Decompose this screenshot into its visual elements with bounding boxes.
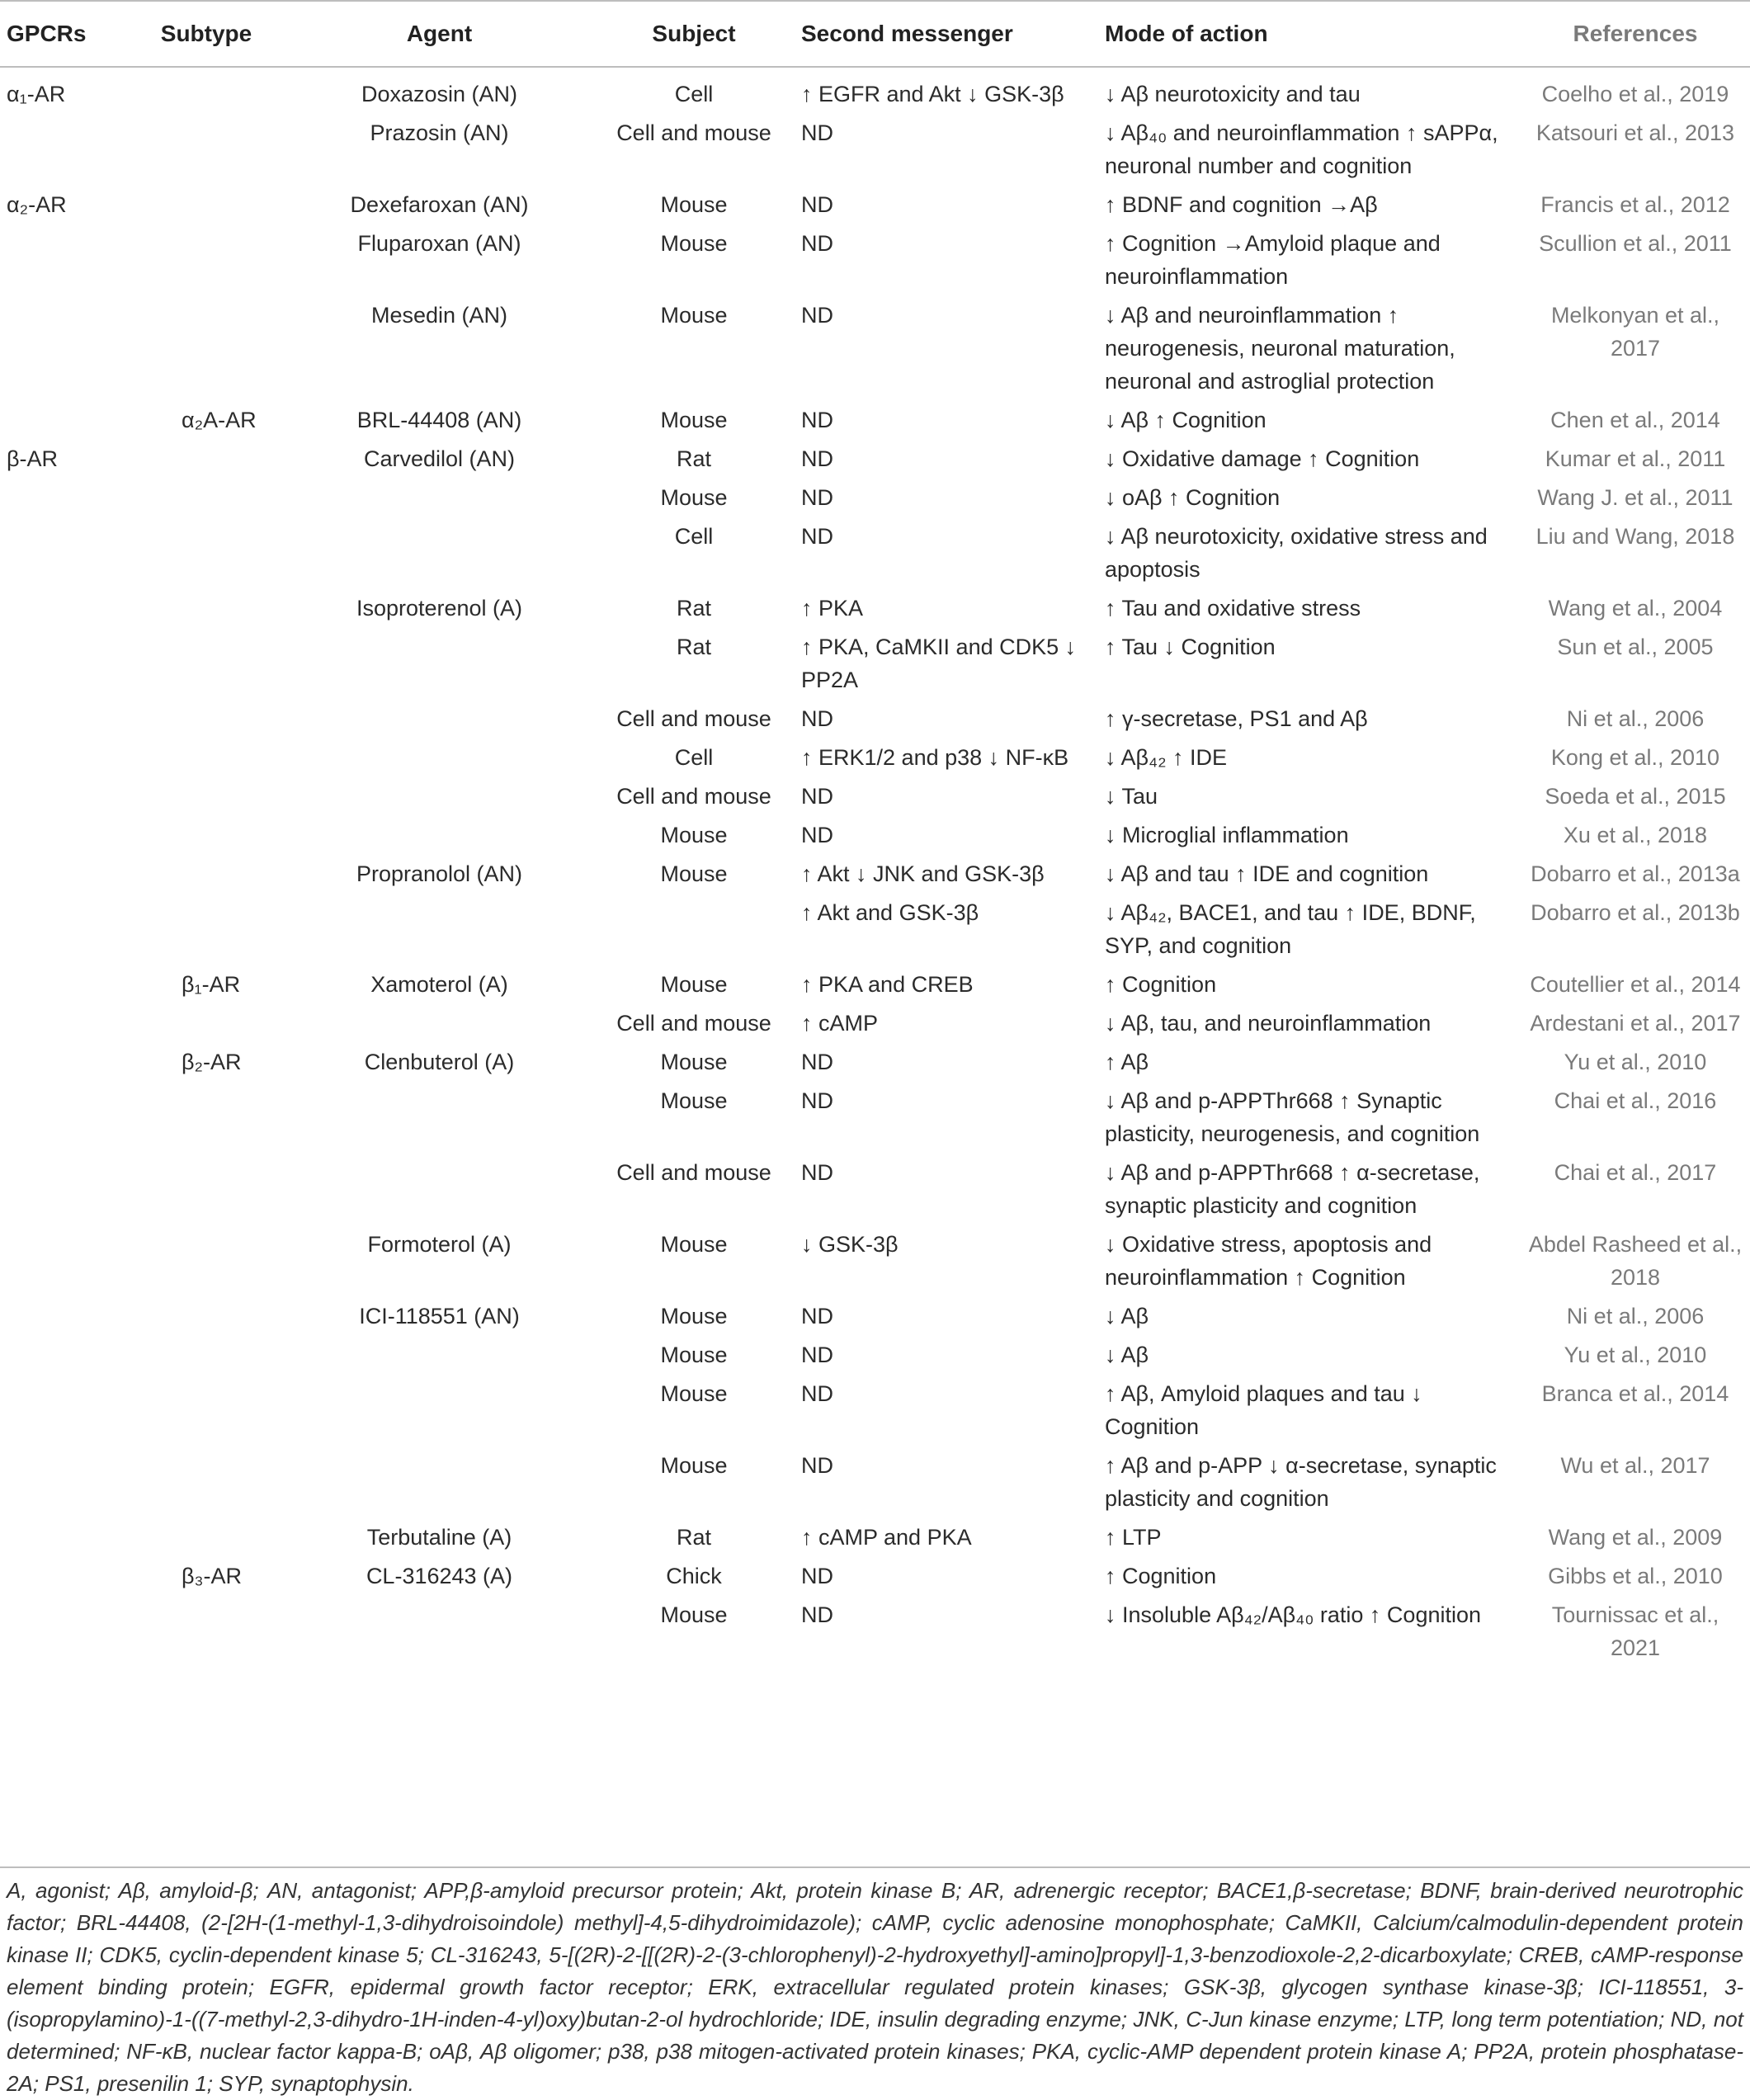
cell-reference: Ni et al., 2006 (1566, 1304, 1705, 1328)
cell-gpcr (0, 587, 130, 625)
cell-second-messenger: ND (801, 120, 833, 145)
cell-second-messenger: ND (801, 1564, 833, 1588)
cell-agent: Terbutaline (A) (366, 1525, 512, 1550)
cell-subject: Cell (674, 524, 714, 549)
cell-agent (282, 515, 597, 587)
cell-subject: Mouse (660, 823, 728, 847)
cell-second-messenger: ND (801, 446, 833, 471)
cell-subtype (130, 1295, 282, 1333)
header-row (0, 1, 1750, 67)
cell-agent (282, 1079, 597, 1151)
cell-subtype (130, 1516, 282, 1555)
cell-subject: Mouse (660, 972, 728, 997)
cell-gpcr (0, 515, 130, 587)
cell-gpcr (0, 476, 130, 515)
cell-gpcr (0, 963, 130, 1002)
cell-reference: Xu et al., 2018 (1563, 823, 1708, 847)
table-row (0, 1041, 1750, 1079)
table-row (0, 515, 1750, 587)
cell-mode-of-action: ↓ Aβ (1105, 1343, 1149, 1367)
cell-mode-of-action: ↓ Microglial inflammation (1105, 823, 1349, 847)
table-row (0, 1002, 1750, 1041)
cell-subject: Cell and mouse (616, 784, 771, 809)
cell-second-messenger: ↑ cAMP (801, 1011, 879, 1036)
cell-subject: Rat (676, 1525, 712, 1550)
header-references: References (1521, 1, 1750, 67)
cell-mode-of-action: ↓ Aβ (1105, 1304, 1149, 1328)
cell-agent (282, 1372, 597, 1444)
cell-reference: Kong et al., 2010 (1550, 745, 1720, 770)
cell-gpcr (0, 1295, 130, 1333)
cell-mode-of-action: ↓ Aβ neurotoxicity and tau (1105, 82, 1361, 106)
table-row (0, 67, 1750, 111)
cell-mode-of-action: ↑ Cognition →Amyloid plaque and neuroinflammation (1105, 231, 1441, 289)
cell-subtype: β₃-AR (182, 1564, 243, 1588)
cell-reference: Yu et al., 2010 (1564, 1343, 1707, 1367)
cell-reference: Wu et al., 2017 (1560, 1453, 1710, 1478)
cell-subtype (130, 294, 282, 399)
cell-reference: Ni et al., 2006 (1566, 706, 1705, 731)
cell-agent: BRL-44408 (AN) (356, 408, 522, 432)
cell-subject: Cell (674, 82, 714, 106)
cell-gpcr (0, 1555, 130, 1593)
cell-second-messenger: ND (801, 1050, 833, 1074)
cell-gpcr (0, 1223, 130, 1295)
cell-agent (282, 1333, 597, 1372)
cell-mode-of-action: ↑ Cognition (1105, 972, 1217, 997)
cell-agent: Carvedilol (AN) (363, 446, 516, 471)
table-row (0, 111, 1750, 183)
cell-mode-of-action: ↓ Aβ and p-APPThr668 ↑ α-secretase, synaptic plasticity and cognition (1105, 1160, 1480, 1218)
cell-mode-of-action: ↑ Cognition (1105, 1564, 1217, 1588)
table-row (0, 697, 1750, 736)
cell-subject: Mouse (660, 1304, 728, 1328)
cell-subtype (130, 1333, 282, 1372)
table-row (0, 625, 1750, 697)
cell-second-messenger: ND (801, 823, 833, 847)
cell-gpcr (0, 1593, 130, 1665)
cell-agent (282, 625, 597, 697)
cell-subtype: β₁-AR (182, 972, 241, 997)
cell-mode-of-action: ↑ Aβ (1105, 1050, 1149, 1074)
cell-mode-of-action: ↓ Aβ₄₀ and neuroinflammation ↑ sAPPα, neuronal number and cognition (1105, 120, 1498, 178)
cell-subject: Mouse (660, 408, 728, 432)
table-row (0, 1333, 1750, 1372)
table-row (0, 183, 1750, 222)
cell-gpcr (0, 222, 130, 294)
cell-subject: Mouse (660, 1050, 728, 1074)
cell-subject: Rat (676, 635, 712, 659)
cell-second-messenger: ND (801, 1602, 833, 1627)
cell-gpcr (0, 736, 130, 775)
cell-subtype (130, 515, 282, 587)
cell-agent: Mesedin (AN) (370, 303, 508, 328)
cell-gpcr (0, 814, 130, 852)
cell-reference: Wang J. et al., 2011 (1537, 485, 1733, 510)
cell-subtype (130, 67, 282, 111)
cell-subject: Mouse (660, 1232, 728, 1257)
header-second-messenger: Second messenger (791, 1, 1097, 67)
cell-subject: Mouse (660, 231, 728, 256)
cell-subtype (130, 1444, 282, 1516)
cell-mode-of-action: ↓ oAβ ↑ Cognition (1105, 485, 1281, 510)
cell-subtype (130, 852, 282, 891)
header-subtype: Subtype (130, 1, 282, 67)
cell-mode-of-action: ↓ Aβ neurotoxicity, oxidative stress and apoptosis (1105, 524, 1488, 582)
cell-agent: Prazosin (AN) (370, 120, 509, 145)
cell-agent (282, 1593, 597, 1665)
cell-subtype (130, 775, 282, 814)
cell-subtype (130, 111, 282, 183)
cell-mode-of-action: ↓ Tau (1105, 784, 1158, 809)
cell-subtype (130, 1593, 282, 1665)
table-row (0, 1223, 1750, 1295)
cell-agent: Isoproterenol (A) (356, 596, 523, 621)
cell-agent: Dexefaroxan (AN) (350, 192, 529, 217)
table-row (0, 1372, 1750, 1444)
header-agent: Agent (282, 1, 597, 67)
cell-gpcr: α₁-AR (7, 82, 66, 106)
header-gpcrs: GPCRs (0, 1, 130, 67)
table-row (0, 222, 1750, 294)
cell-subtype (130, 587, 282, 625)
cell-reference: Abdel Rasheed et al., 2018 (1528, 1232, 1743, 1290)
cell-reference: Dobarro et al., 2013b (1531, 900, 1740, 925)
cell-subtype (130, 476, 282, 515)
cell-subtype (130, 625, 282, 697)
cell-second-messenger: ↑ ERK1/2 and p38 ↓ NF-κB (801, 745, 1069, 770)
table-row (0, 814, 1750, 852)
header-subject: Subject (597, 1, 791, 67)
cell-reference: Ardestani et al., 2017 (1530, 1011, 1741, 1036)
footnote-divider (0, 1866, 1750, 1868)
cell-reference: Chen et al., 2014 (1550, 408, 1720, 432)
cell-agent (282, 775, 597, 814)
cell-mode-of-action: ↓ Insoluble Aβ₄₂/Aβ₄₀ ratio ↑ Cognition (1105, 1602, 1482, 1627)
cell-agent (282, 891, 597, 963)
cell-subtype (130, 222, 282, 294)
table-row (0, 1295, 1750, 1333)
cell-agent (282, 736, 597, 775)
cell-reference: Branca et al., 2014 (1541, 1381, 1729, 1406)
cell-second-messenger: ND (801, 1160, 833, 1185)
cell-gpcr (0, 294, 130, 399)
cell-reference: Coelho et al., 2019 (1541, 82, 1729, 106)
cell-gpcr (0, 697, 130, 736)
cell-second-messenger: ↑ cAMP and PKA (801, 1525, 972, 1550)
cell-mode-of-action: ↓ Aβ₄₂, BACE1, and tau ↑ IDE, BDNF, SYP, and cognition (1105, 900, 1476, 958)
cell-agent (282, 1444, 597, 1516)
cell-reference: Yu et al., 2010 (1564, 1050, 1707, 1074)
cell-gpcr (0, 1372, 130, 1444)
table-row (0, 1444, 1750, 1516)
cell-second-messenger: ↑ PKA and CREB (801, 972, 974, 997)
cell-subject: Cell and mouse (616, 120, 771, 145)
cell-reference: Chai et al., 2016 (1554, 1088, 1717, 1113)
cell-subtype (130, 437, 282, 476)
cell-second-messenger: ND (801, 1304, 833, 1328)
table-row (0, 437, 1750, 476)
cell-mode-of-action: ↓ Aβ and tau ↑ IDE and cognition (1105, 861, 1429, 886)
cell-subject: Rat (676, 596, 712, 621)
cell-second-messenger: ND (801, 1381, 833, 1406)
cell-agent: Propranolol (AN) (356, 861, 523, 886)
cell-second-messenger: ↑ PKA, CaMKII and CDK5 ↓ PP2A (801, 635, 1077, 692)
cell-gpcr (0, 1333, 130, 1372)
cell-subtype (130, 814, 282, 852)
cell-second-messenger: ND (801, 784, 833, 809)
cell-reference: Coutellier et al., 2014 (1530, 972, 1741, 997)
cell-subtype (130, 736, 282, 775)
table-row (0, 1593, 1750, 1665)
cell-reference: Liu and Wang, 2018 (1535, 524, 1735, 549)
cell-agent: Xamoterol (A) (370, 972, 508, 997)
cell-mode-of-action: ↓ Aβ and p-APPThr668 ↑ Synaptic plasticity, neurogenesis, and cognition (1105, 1088, 1480, 1146)
cell-subtype (130, 891, 282, 963)
cell-mode-of-action: ↓ Aβ₄₂ ↑ IDE (1105, 745, 1228, 770)
cell-subtype (130, 1002, 282, 1041)
table-row (0, 1151, 1750, 1223)
cell-agent: ICI-118551 (AN) (359, 1304, 520, 1328)
table-row (0, 736, 1750, 775)
cell-gpcr (0, 775, 130, 814)
cell-mode-of-action: ↓ Aβ, tau, and neuroinflammation (1105, 1011, 1432, 1036)
cell-reference: Tournissac et al., 2021 (1551, 1602, 1719, 1660)
cell-second-messenger: ND (801, 408, 833, 432)
cell-gpcr (0, 1151, 130, 1223)
cell-gpcr (0, 111, 130, 183)
cell-subject: Mouse (660, 1343, 728, 1367)
cell-agent (282, 1002, 597, 1041)
cell-gpcr (0, 852, 130, 891)
footnote: A, agonist; Aβ, amyloid-β; AN, antagonist; APP,β-amyloid precursor protein; Akt, protein kinase B; AR, adrenergic receptor; BACE1,β-secretase; BDNF, brain-derived neurotrophic factor; BRL-44408, (2-[2H-(1-methyl-1,3-dihydroisoindole) methyl]-4,5-dihydroimidazole); cAMP, cyclic adenosine monophosphate; CaMKII, Calcium/calmodulin-dependent protein kinase II; CDK5, cyclin-dependent kinase 5; CL-316243, 5-[(2R)-2-[[(2R)-2-(3-chlorophenyl)-2-hydroxyethyl]-amino]propyl]-1,3-benzodioxole-2,2-dicarboxylate; CREB, cAMP-response element binding protein; EGFR, epidermal growth factor receptor; ERK, extracellular regulated protein kinases; GSK-3β, glycogen synthase kinase-3β; ICI-118551, 3-(isopropylamino)-1-((7-methyl-2,3-dihydro-1H-inden-4-yl)oxy)butan-2-ol hydrochloride; IDE, insulin degrading enzyme; JNK, C-Jun kinase enzyme; LTP, long term potentiation; ND, not determined; NF-κB, nuclear factor kappa-B; oAβ, Aβ oligomer; p38, p38 mitogen-activated protein kinases; PKA, cyclic-AMP dependent protein kinase A; PP2A, protein phosphatase-2A; PS1, presenilin 1; SYP, synaptophysin. (7, 1878, 1743, 2096)
table-row (0, 1555, 1750, 1593)
table-body (0, 67, 1750, 1665)
cell-second-messenger: ND (801, 706, 833, 731)
cell-reference: Chai et al., 2017 (1554, 1160, 1717, 1185)
cell-reference: Wang et al., 2009 (1548, 1525, 1723, 1550)
cell-subject (597, 891, 791, 963)
cell-subtype: β₂-AR (182, 1050, 242, 1074)
cell-subject: Mouse (660, 861, 728, 886)
cell-gpcr (0, 399, 130, 437)
cell-second-messenger: ND (801, 192, 833, 217)
cell-subtype (130, 1223, 282, 1295)
cell-mode-of-action: ↑ γ-secretase, PS1 and Aβ (1105, 706, 1368, 731)
cell-agent (282, 697, 597, 736)
cell-mode-of-action: ↑ Tau ↓ Cognition (1105, 635, 1276, 659)
cell-agent: CL-316243 (A) (366, 1564, 513, 1588)
cell-reference: Francis et al., 2012 (1540, 192, 1730, 217)
cell-second-messenger: ND (801, 1453, 833, 1478)
table-row (0, 587, 1750, 625)
cell-reference: Kumar et al., 2011 (1545, 446, 1726, 471)
cell-second-messenger: ND (801, 485, 833, 510)
cell-subject: Cell and mouse (616, 706, 771, 731)
cell-mode-of-action: ↓ Oxidative damage ↑ Cognition (1105, 446, 1420, 471)
table-row (0, 963, 1750, 1002)
table-row (0, 891, 1750, 963)
cell-subject: Rat (676, 446, 712, 471)
cell-subject: Cell (674, 745, 714, 770)
cell-agent: Formoterol (A) (367, 1232, 512, 1257)
table-row (0, 399, 1750, 437)
cell-mode-of-action: ↑ LTP (1105, 1525, 1162, 1550)
cell-reference: Gibbs et al., 2010 (1548, 1564, 1723, 1588)
cell-reference: Soeda et al., 2015 (1545, 784, 1726, 809)
cell-reference: Katsouri et al., 2013 (1535, 120, 1735, 145)
cell-second-messenger: ↑ PKA (801, 596, 864, 621)
cell-gpcr (0, 1041, 130, 1079)
cell-agent: Clenbuterol (A) (364, 1050, 515, 1074)
cell-subject: Mouse (660, 485, 728, 510)
cell-second-messenger: ND (801, 231, 833, 256)
cell-subject: Cell and mouse (616, 1011, 771, 1036)
cell-mode-of-action: ↓ Oxidative stress, apoptosis and neuroinflammation ↑ Cognition (1105, 1232, 1432, 1290)
cell-gpcr (0, 1079, 130, 1151)
cell-gpcr (0, 1444, 130, 1516)
cell-mode-of-action: ↑ BDNF and cognition →Aβ (1105, 192, 1378, 217)
cell-subject: Mouse (660, 192, 728, 217)
cell-gpcr (0, 1002, 130, 1041)
table-row (0, 294, 1750, 399)
table-row (0, 476, 1750, 515)
cell-subject: Mouse (660, 1088, 728, 1113)
cell-subject: Mouse (660, 1602, 728, 1627)
header-mode-of-action: Mode of action (1097, 1, 1521, 67)
cell-subtype (130, 1151, 282, 1223)
cell-subject: Mouse (660, 303, 728, 328)
cell-subject: Chick (666, 1564, 722, 1588)
cell-agent: Doxazosin (AN) (361, 82, 518, 106)
cell-gpcr (0, 1516, 130, 1555)
cell-subtype (130, 183, 282, 222)
table-row (0, 852, 1750, 891)
cell-mode-of-action: ↓ Aβ ↑ Cognition (1105, 408, 1267, 432)
cell-agent (282, 476, 597, 515)
cell-gpcr: β-AR (7, 446, 59, 471)
cell-subtype (130, 1079, 282, 1151)
cell-subtype: α₂A-AR (182, 408, 257, 432)
cell-agent (282, 814, 597, 852)
cell-second-messenger: ↑ Akt and GSK-3β (801, 900, 979, 925)
cell-gpcr (0, 625, 130, 697)
cell-reference: Melkonyan et al., 2017 (1550, 303, 1720, 361)
cell-reference: Scullion et al., 2011 (1539, 231, 1732, 256)
cell-second-messenger: ND (801, 524, 833, 549)
cell-mode-of-action: ↑ Aβ and p-APP ↓ α-secretase, synaptic plasticity and cognition (1105, 1453, 1497, 1511)
cell-agent: Fluparoxan (AN) (357, 231, 521, 256)
table-row (0, 775, 1750, 814)
cell-subject: Cell and mouse (616, 1160, 771, 1185)
cell-mode-of-action: ↑ Tau and oxidative stress (1105, 596, 1361, 621)
cell-subtype (130, 697, 282, 736)
table-row (0, 1516, 1750, 1555)
cell-subject: Mouse (660, 1381, 728, 1406)
cell-second-messenger: ↓ GSK-3β (801, 1232, 899, 1257)
cell-gpcr (0, 891, 130, 963)
cell-subject: Mouse (660, 1453, 728, 1478)
cell-reference: Wang et al., 2004 (1548, 596, 1723, 621)
cell-second-messenger: ↑ EGFR and Akt ↓ GSK-3β (801, 82, 1064, 106)
cell-second-messenger: ↑ Akt ↓ JNK and GSK-3β (801, 861, 1045, 886)
cell-reference: Sun et al., 2005 (1557, 635, 1714, 659)
cell-subtype (130, 1372, 282, 1444)
cell-reference: Dobarro et al., 2013a (1531, 861, 1740, 886)
cell-mode-of-action: ↑ Aβ, Amyloid plaques and tau ↓ Cognition (1105, 1381, 1422, 1439)
cell-second-messenger: ND (801, 303, 833, 328)
cell-gpcr: α₂-AR (7, 192, 67, 217)
cell-agent (282, 1151, 597, 1223)
cell-second-messenger: ND (801, 1343, 833, 1367)
cell-second-messenger: ND (801, 1088, 833, 1113)
table-row (0, 1079, 1750, 1151)
cell-mode-of-action: ↓ Aβ and neuroinflammation ↑ neurogenesis, neuronal maturation, neuronal and astroglial protection (1105, 303, 1455, 394)
